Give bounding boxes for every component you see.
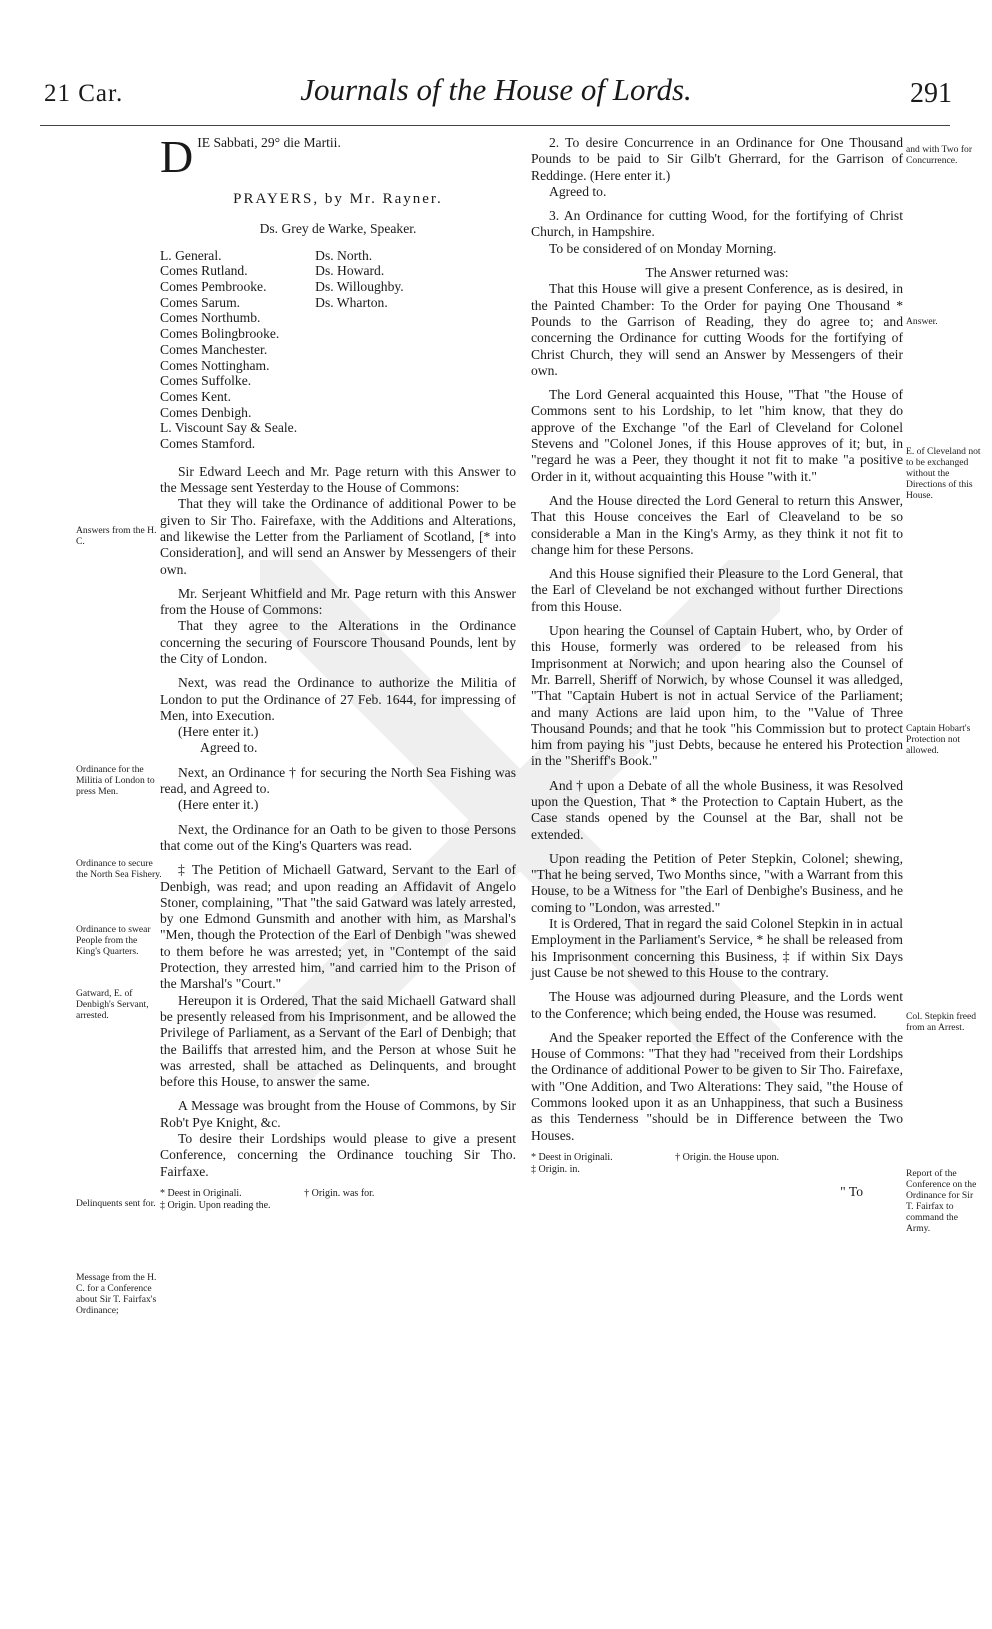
footnotes-right <box>531 1152 903 1176</box>
footnote: ‡ Origin. Upon reading the. <box>160 1199 271 1211</box>
lord-name: Ds. North. <box>315 247 373 263</box>
paragraph: ‡ The Petition of Michaell Gatward, Servant to the Earl of Denbigh, was read; and upon reading an Affidavit of Angelo Stoner, complaining, "That "the said Gatward was lately arrested, by one Edmond Gunsmith and another with him, as Marshal's "Men, though the Protection of the Earl of Denbigh "was shewed to them before he was arrested; yet, in "Contempt of the said Protection, they arrested him, "and carried him to the Prison of the Marshal's "Court." <box>160 862 516 992</box>
regnal-year: 21 Car. <box>44 80 124 107</box>
margin-note: Col. Stepkin freed from an Arrest. <box>906 1011 977 1033</box>
footnote: † Origin. the House upon. <box>675 1151 780 1163</box>
lords-list-barons <box>315 248 404 452</box>
prayers-line: PRAYERS, by Mr. Rayner. <box>233 191 443 207</box>
lords-list-earls <box>160 248 297 452</box>
paragraph: It is Ordered, That in regard the said Colonel Stepkin in in actual Employment in the Parliament's Service, * he shall be released from his Imprisonment concerning this Business, ‡ if within Six Days just Cause be not shewed to this House to the contrary. <box>531 916 903 980</box>
paragraph: Upon reading the Petition of Peter Stepkin, Colonel; shewing, "That he being served, Two Months since, "with a Warrant from this House, to be a Witness for "the Earl of Denbighe's Business, and he coming to "London, was arrested." <box>531 850 903 915</box>
agreed-note: Agreed to. <box>200 740 258 756</box>
footnote: * Deest in Originali. <box>531 1151 613 1163</box>
paragraph: And the Speaker reported the Effect of the Conference with the House of Commons: "That they had "received from their Lordships the Ordinance of additional Power to be given to Sir Tho. Fairefaxe, with "One Addition, and Two Alterations: They said, "the House of Commons looked upon it as an Unhappiness, that such a Business as this Tenderness "should be in Difference between the Two Houses. <box>531 1029 903 1143</box>
agreed-note: Agreed to. <box>549 183 607 199</box>
paragraph: Next, was read the Ordinance to authorize the Militia of London to put the Ordinance of 27 Feb. 1644, for impressing of Men, into Execution. <box>160 675 516 723</box>
lord-name: Comes Manchester. <box>160 341 268 357</box>
paragraph: Hereupon it is Ordered, That the said Michaell Gatward shall be presently released from his Imprisonment, and be allowed the Privilege of Parliament, as a Servant of the Earl of Denbigh; that the Bailiffs that arrested him, and the Person at whose Suit he was arrested, shall be attached as Delinquents, and brought before this House, to answer the same. <box>160 992 516 1090</box>
lord-name: Comes Kent. <box>160 388 231 404</box>
journal-title: Journals of the House of Lords. <box>300 72 692 107</box>
lord-name: Comes Bolingbrooke. <box>160 326 280 342</box>
margin-note: Ordinance for the Militia of London to press Men. <box>76 764 155 797</box>
page-number: 291 <box>910 78 952 109</box>
margin-note: Report of the Conference on the Ordinance for Sir T. Fairfax to command the Army. <box>906 1168 977 1234</box>
lords-present <box>160 248 516 452</box>
lord-name: Ds. Wharton. <box>315 294 388 310</box>
lord-name: Comes Pembrooke. <box>160 279 267 294</box>
margin-note: Delinquents sent for. <box>76 1198 156 1209</box>
footnote: ‡ Origin. in. <box>531 1163 580 1175</box>
margin-note: Ordinance to swear People from the King's Quarters. <box>76 924 151 957</box>
speaker-line: Ds. Grey de Warke, Speaker. <box>259 221 417 237</box>
lord-name: Comes Sarum. <box>160 294 241 310</box>
paragraph: To desire their Lordships would please to give a present Conference, concerning the Ordinance touching Sir Tho. Fairfaxe. <box>160 1131 516 1179</box>
paragraph: Mr. Serjeant Whitfield and Mr. Page return with this Answer from the House of Commons: <box>160 585 516 618</box>
paragraph: And the House directed the Lord General to return this Answer, That this House conceives the Earl of Cleaveland to be so considerable a Man in the King's Army, as they think it not fit to change him for these Persons. <box>531 492 903 557</box>
footnote: † Origin. was for. <box>304 1187 375 1199</box>
footnote: * Deest in Originali. <box>160 1187 242 1199</box>
margin-note: Captain Hobart's Protection not allowed. <box>906 723 971 756</box>
right-column <box>531 135 903 1200</box>
lord-name: L. General. <box>160 247 222 263</box>
margin-note: Message from the H. C. for a Conference about Sir T. Fairfax's Ordinance; <box>76 1272 157 1316</box>
margin-note: Answer. <box>906 316 938 327</box>
lord-name: Comes Nottingham. <box>160 357 270 373</box>
margin-note: Answers from the H. C. <box>76 525 157 547</box>
paragraph: And † upon a Debate of all the whole Business, it was Resolved upon the Question, That * the Protection to Captain Hubert, as the Case stands opened by the Counsel at the Bar, shall not be extended. <box>531 777 903 842</box>
margin-note: Ordinance to secure the North Sea Fishery. <box>76 858 162 880</box>
paragraph: And this House signified their Pleasure to the Lord General, that the Earl of Cleveland be not exchanged without further Directions from this House. <box>531 566 903 614</box>
page-header <box>0 72 992 122</box>
paragraph: That they will take the Ordinance of additional Power to be given to Sir Tho. Fairefaxe, with the Additions and Alterations, and likewise the Letter from the Parliament of Scotland, [* into Consideration], and will send an Answer by Messengers of their own. <box>160 496 516 577</box>
drop-cap: D <box>160 131 194 182</box>
answer-heading: The Answer returned was: <box>645 265 789 281</box>
footnotes-left <box>160 1188 516 1212</box>
enter-note: (Here enter it.) <box>178 724 259 740</box>
margin-note: and with Two for Concurrence. <box>906 144 973 166</box>
paragraph: To be considered of on Monday Morning. <box>549 240 777 256</box>
paragraph: That they agree to the Alterations in the Ordinance concerning the securing of Fourscore Thousand Pounds, lent by the City of London. <box>160 618 516 666</box>
paragraph: That this House will give a present Conference, as is desired, in the Painted Chamber: To the Order for paying One Thousand * Pounds to the Garrison of Reading, they do agree to; and concerning the Ordinance for cutting Woods for the fortifying of Christ Church, they will send an Answer by Messengers of their own. <box>531 281 903 378</box>
paragraph: 2. To desire Concurrence in an Ordinance for One Thousand Pounds to be paid to Sir Gilb't Gherrard, for the Garrison of Reddinge. (Here enter it.) <box>531 135 903 183</box>
lord-name: Comes Northumb. <box>160 310 261 326</box>
lord-name: Comes Suffolke. <box>160 373 252 389</box>
lord-name: Comes Denbigh. <box>160 404 252 420</box>
paragraph: A Message was brought from the House of Commons, by Sir Rob't Pye Knight, &c. <box>160 1098 516 1130</box>
paragraph: Upon hearing the Counsel of Captain Hubert, who, by Order of this House, formerly was ordered to be released from his Imprisonment at Norwich; and upon hearing also the Counsel of Mr. Barrell, Sheriff of Norwich, by whose Counsel it was alledged, "That "Captain Hubert is not in actual Service of the Parliament; and many Actions are laid upon him, to the "Value of Three Thousand Pounds; and that he took "his Commission but to protect him from paying his "just Debts, because he entered his Protection in the "Sheriff's Book." <box>531 623 903 769</box>
paragraph: 3. An Ordinance for cutting Wood, for the fortifying of Christ Church, in Hampshire. <box>531 208 903 240</box>
lord-name: Ds. Willoughby. <box>315 279 404 294</box>
lord-name: L. Viscount Say & Seale. <box>160 420 298 436</box>
left-column <box>160 131 516 1212</box>
paragraph: Sir Edward Leech and Mr. Page return with this Answer to the Message sent Yesterday to the House of Commons: <box>160 463 516 496</box>
enter-note: (Here enter it.) <box>178 797 259 813</box>
paragraph: Next, an Ordinance † for securing the North Sea Fishing was read, and Agreed to. <box>160 764 516 797</box>
paragraph: Next, the Ordinance for an Oath to be given to those Persons that come out of the King's Quarters was read. <box>160 821 516 853</box>
lord-name: Ds. Howard. <box>315 263 385 279</box>
catchword: " To <box>840 1183 863 1199</box>
margin-note: E. of Cleveland not to be exchanged without the Directions of this House. <box>906 446 981 501</box>
lord-name: Comes Stamford. <box>160 436 256 452</box>
header-rule <box>40 125 950 126</box>
margin-note: Gatward, E. of Denbigh's Servant, arrested. <box>76 988 149 1021</box>
paragraph: The House was adjourned during Pleasure, and the Lords went to the Conference; which being ended, the House was resumed. <box>531 989 903 1021</box>
sitting-date: D IE Sabbati, 29° die Martii. <box>160 131 341 182</box>
lord-name: Comes Rutland. <box>160 263 248 279</box>
paragraph: The Lord General acquainted this House, "That "the House of Commons sent to his Lordship, to let "him know, that they do approve of the Exchange "of the Earl of Cleveland for Colonel Stevens and "Colonel Jones, if this House approves of it; but, in "regard he was a Peer, they thought it not fit to make "a positive Order in it, without acquainting this House "with it." <box>531 387 903 484</box>
